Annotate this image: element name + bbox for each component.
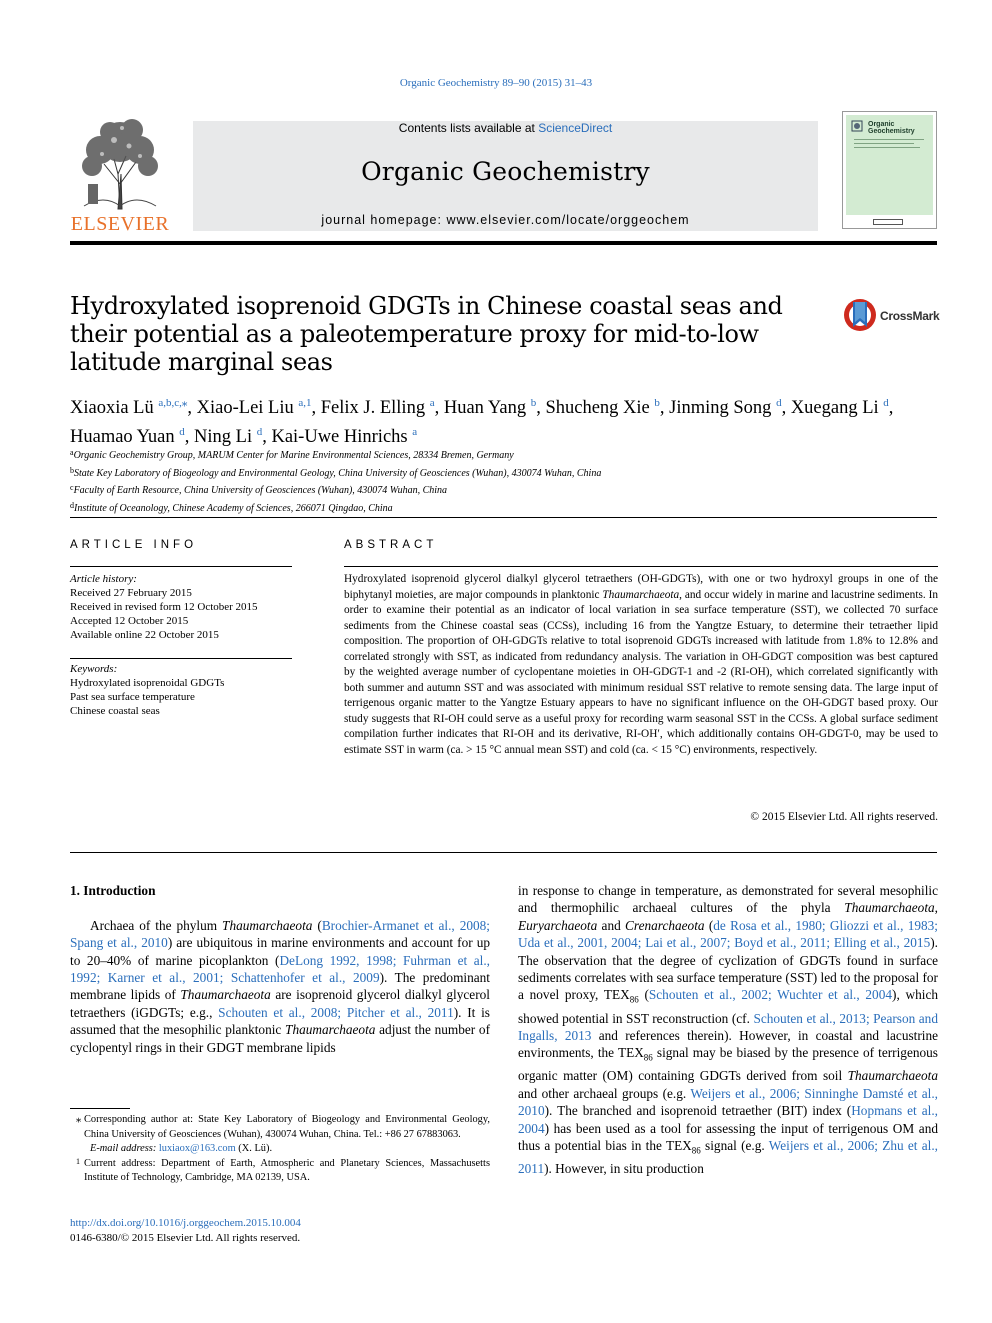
article-footer bbox=[70, 1216, 301, 1246]
author-affiliation-marker[interactable]: d bbox=[776, 397, 782, 409]
affiliation-item: $^b$State Key Laboratory of Biogeology and Environmental Geology, China University of Geosciences (Wuhan), 430074 Wuhan, China bbox=[70, 465, 602, 479]
abstract-text: Hydroxylated isoprenoid glycerol dialkyl glycerol tetraethers (OH-GDGTs), with one or two hydroxyl groups in one of the biphytanyl moieties, are major compounds in planktonic Thaumarchaeota, and occur widely in marine and lacustrine sediments. In order to examine their potential as an indicator of local variation in sea surface temperature (SST), we collected 70 surface sediments from the Chinese coastal seas (CCSs), including 16 from the Yangtze Estuary, to determine their tetraether lipid composition. The proportion of OH-GDGTs relative to total isoprenoid GDGTs increased with latitude from 1.8% to 12.8% and correlated strongly with SST, as indicated from redundancy analysis. The variation in OH-GDGT composition was best captured by the weighted average number of cyclopentane moieties in OH-GDGT-1 and -2 (RI-OH), which correlated significantly with both summer and autumn SST and was associated with minimum residual SST relative to remote sensing data. The large input of terrigenous organic matter to the Yangtze Estuary appears to have no significant influence on the OH-GDGT based proxy. Our study suggests that RI-OH could serve as a useful proxy for recording warm seasonal SST in the CCSs. A global surface sediment compilation further indicates that RI-OH and its derivative, RI-OH′, which additionally contains OH-GDGT-0, may be used to estimate SST in warm (ca. > 15 °C annual mean SST) and cold (ca. < 15 °C) environments, respectively. bbox=[344, 573, 938, 757]
author-name[interactable]: Shucheng Xie $^b$ bbox=[545, 397, 660, 418]
reference-link[interactable]: Brochier-Armanet et al., 2008; Spang et al., 2010 bbox=[70, 917, 490, 951]
history-item: Received in revised form 12 October 2015 bbox=[70, 601, 258, 613]
reference-link[interactable]: de Rosa et al., 1980; Gliozzi et al., 1983; Uda et al., 2001, 2004; Lai et al., 2007; Boyd et al., 2011; Elling et al., 2015 bbox=[518, 917, 938, 951]
author-affiliation-marker[interactable]: d bbox=[179, 426, 185, 438]
author-affiliation-marker[interactable]: b bbox=[654, 397, 660, 409]
article-title: Hydroxylated isoprenoid GDGTs in Chinese coastal seas and their potential as a paleotemperature proxy for mid-to-low latitude marginal seas bbox=[70, 292, 783, 376]
header-rule bbox=[70, 241, 937, 245]
author-affiliation-marker[interactable]: b bbox=[530, 397, 537, 409]
author-name[interactable]: Ning Li $^d$ bbox=[194, 426, 263, 447]
journal-cover-thumbnail[interactable] bbox=[842, 111, 937, 229]
body-paragraph: in response to change in temperature, as demonstrated for several mesophilic and thermophilic archaeal cultures of the phyla Thaumarchaeota, Euryarchaeota and Crenarchaeota (de Rosa et al., 1980; Gliozzi et al., 1983; Uda et al., 2001, 2004; Lai et al., 2007; Boyd et al., 2011; Elling et al., 2015). The observation that the degree of cyclization of GDGTs found in surface sediments correlates with sea surface temperature (SST) led to the proposal for a novel proxy, $TEX_{86}$ (Schouten et al., 2002; Wuchter et al., 2004), which showed potential in SST reconstruction (cf. Schouten et al., 2013; Pearson and Ingalls, 2013 and references therein). However, in coastal and lacustrine environments, the $TEX_{86}$ signal may be biased by the presence of terrigenous organic matter (OM) containing GDGTs derived from soil Thaumarchaeota and other archaeal groups (e.g. Weijers et al., 2006; Sinninghe Damsté et al., 2010). The branched and isoprenoid tetraether (BIT) index (Hopmans et al., 2004) has been used as a tool for assessing the input of terrigenous OM and thus a potential bias in the $TEX_{86}$ signal (e.g. Weijers et al., 2006; Zhu et al., 2011). However, in situ production bbox=[518, 883, 939, 1177]
body-paragraph: Archaea of the phylum Thaumarchaeota (Brochier-Armanet et al., 2008; Spang et al., 2010) are ubiquitous in marine environments and account for up to 20–40% of marine picoplankton (DeLong 1992, 1998; Fuhrman et al., 1992; Karner et al., 2001; Schattenhofer et al., 2009). The predominant membrane lipids of Thaumarchaeota are isoprenoid glycerol dialkyl glycerol tetraethers (iGDGTs; e.g., Schouten et al., 2008; Pitcher et al., 2011). It is assumed that the mesophilic planktonic Thaumarchaeota adjust the number of cyclopentyl rings in their GDGT membrane lipids bbox=[70, 917, 490, 1055]
subscript: 86 bbox=[643, 1052, 653, 1063]
author-name[interactable]: Felix J. Elling $^a$ bbox=[320, 397, 435, 418]
article-info-heading: ARTICLE INFO bbox=[70, 539, 198, 551]
publisher-wordmark: ELSEVIER bbox=[70, 213, 170, 235]
author-name[interactable]: Kai-Uwe Hinrichs $^a$ bbox=[271, 426, 418, 447]
section-heading: 1. Introduction bbox=[70, 883, 156, 898]
footnote-rule bbox=[70, 1108, 130, 1109]
contents-lists-line: Contents lists available at ScienceDirect bbox=[398, 121, 613, 135]
abstract-heading: ABSTRACT bbox=[344, 539, 438, 551]
affiliation-marker: a bbox=[70, 448, 74, 457]
elsevier-tree-icon bbox=[74, 114, 166, 212]
section-rule bbox=[70, 517, 937, 518]
reference-link[interactable]: Hopmans et al., 2004 bbox=[518, 1103, 938, 1136]
affiliation-item: $^d$Institute of Oceanology, Chinese Academy of Sciences, 266071 Qingdao, China bbox=[70, 500, 393, 514]
author-name[interactable]: Jinming Song $^d$ bbox=[669, 397, 782, 418]
article-info-rule bbox=[70, 566, 292, 567]
author-name[interactable]: Xiaoxia Lü $^{a,b,c,⁎}$ bbox=[70, 397, 188, 418]
abstract-copyright: © 2015 Elsevier Ltd. All rights reserved. bbox=[750, 811, 938, 823]
author-name[interactable]: Huamao Yuan $^d$ bbox=[70, 426, 185, 447]
body-rule bbox=[70, 852, 937, 853]
subscript: 86 bbox=[691, 1145, 701, 1156]
taxon-emphasis: Thaumarchaeota bbox=[222, 917, 313, 933]
keyword-item: Chinese coastal seas bbox=[70, 705, 160, 717]
author-affiliation-marker[interactable]: a,b,c,⁎ bbox=[158, 397, 188, 409]
abstract-emphasis: Thaumarchaeota bbox=[602, 588, 680, 601]
doi-link[interactable]: http://dx.doi.org/10.1016/j.orggeochem.2015.10.004 bbox=[70, 1217, 301, 1229]
journal-title: Organic Geochemistry bbox=[361, 157, 650, 186]
keywords-label: Keywords: bbox=[70, 663, 118, 675]
affiliation-marker: d bbox=[70, 500, 74, 510]
cover-title: Organic Geochemistry bbox=[868, 121, 915, 135]
affiliation-marker: c bbox=[70, 483, 74, 492]
keyword-item: Past sea surface temperature bbox=[70, 691, 195, 703]
author-affiliation-marker[interactable]: d bbox=[883, 397, 889, 409]
reference-link[interactable]: Schouten et al., 2013; Pearson and Ingalls, 2013 bbox=[518, 1010, 938, 1043]
taxon-emphasis: Thaumarchaeota bbox=[844, 900, 935, 916]
email-link[interactable]: luxiaox@163.com bbox=[158, 1143, 236, 1154]
article-history-label: Article history: bbox=[70, 573, 137, 585]
article-history bbox=[70, 572, 292, 642]
taxon-emphasis: Thaumarchaeota bbox=[285, 1022, 376, 1038]
history-item: Received 27 February 2015 bbox=[70, 587, 192, 599]
affiliation-item: $^c$Faculty of Earth Resource, China University of Geosciences (Wuhan), 430074 Wuhan, China bbox=[70, 483, 448, 496]
author-name[interactable]: Huan Yang $^b$ bbox=[443, 397, 537, 418]
reference-link[interactable]: Weijers et al., 2006; Zhu et al., 2011 bbox=[518, 1138, 939, 1177]
body-column-left bbox=[70, 882, 490, 1056]
author-affiliation-marker[interactable]: a bbox=[429, 397, 435, 409]
subscript: 86 bbox=[629, 995, 639, 1006]
crossmark-badge[interactable] bbox=[843, 297, 943, 333]
crossmark-label: CrossMark bbox=[880, 309, 940, 323]
reference-link[interactable]: DeLong 1992, 1998; Fuhrman et al., 1992; Karner et al., 2001; Schattenhofer et al., 2009 bbox=[70, 952, 490, 986]
taxon-emphasis: Crenarchaeota bbox=[625, 917, 705, 933]
author-affiliation-marker[interactable]: d bbox=[256, 426, 263, 438]
affiliation-item: $^a$Organic Geochemistry Group, MARUM Center for Marine Environmental Sciences, 28334 Bremen, Germany bbox=[70, 448, 514, 461]
journal-masthead bbox=[193, 121, 818, 231]
elsevier-logo[interactable] bbox=[66, 114, 174, 234]
sciencedirect-link[interactable]: ScienceDirect bbox=[538, 121, 613, 135]
taxon-emphasis: Euryarchaeota bbox=[518, 917, 598, 933]
journal-citation[interactable]: Organic Geochemistry 89–90 (2015) 31–43 bbox=[399, 77, 593, 89]
email-note: E-mail address: luxiaox@163.com (X. Lü). bbox=[90, 1143, 273, 1154]
keywords-rule bbox=[70, 658, 292, 659]
author-affiliation-marker[interactable]: a bbox=[412, 426, 418, 438]
issn-line: 0146-6380/© 2015 Elsevier Ltd. All rights reserved. bbox=[70, 1232, 301, 1244]
history-item: Accepted 12 October 2015 bbox=[70, 615, 189, 627]
crossmark-icon bbox=[843, 297, 877, 333]
corresponding-author-note: ⁎ Corresponding author at: State Key Laboratory of Biogeology and Environmental Geology, China University of Geosciences (Wuhan), 430074 Wuhan, China. Tel.: +86 27 67883063. bbox=[76, 1114, 490, 1140]
keywords bbox=[70, 662, 292, 718]
history-item: Available online 22 October 2015 bbox=[70, 629, 219, 641]
reference-link[interactable]: Schouten et al., 2002; Wuchter et al., 2004 bbox=[648, 987, 893, 1003]
cover-emblem-icon bbox=[851, 120, 863, 132]
author-name[interactable]: Xuegang Li $^d$ bbox=[790, 397, 889, 418]
reference-link[interactable]: Weijers et al., 2006; Sinninghe Damsté et al., 2010 bbox=[518, 1085, 938, 1119]
body-column-right bbox=[518, 882, 938, 1177]
affiliation-marker: b bbox=[70, 465, 74, 475]
footnotes bbox=[70, 1113, 490, 1186]
journal-homepage[interactable]: journal homepage: www.elsevier.com/locate/orggeochem bbox=[321, 213, 690, 227]
affiliation-list bbox=[70, 446, 930, 516]
abstract-rule bbox=[344, 566, 938, 567]
current-address-note: 1 Current address: Department of Earth, Atmospheric and Planetary Sciences, Massachusetts Institute of Technology, Cambridge, MA 02139, USA. bbox=[76, 1156, 490, 1183]
author-affiliation-marker[interactable]: a,1 bbox=[298, 397, 312, 409]
taxon-emphasis: Thaumarchaeota bbox=[847, 1068, 938, 1084]
reference-link[interactable]: Schouten et al., 2008; Pitcher et al., 2011 bbox=[218, 1004, 454, 1020]
author-name[interactable]: Xiao-Lei Liu $^{a,1}$ bbox=[196, 397, 312, 418]
taxon-emphasis: Thaumarchaeota bbox=[180, 987, 271, 1003]
keyword-item: Hydroxylated isoprenoidal GDGTs bbox=[70, 677, 225, 689]
author-list: Xiaoxia Lü $^{a,b,c,⁎}$, Xiao-Lei Liu $^{a,1}$, Felix J. Elling $^a$, Huan Yang $^b$, Shucheng Xie $^b$, Jinming Song $^d$, Xuegang Li $^d$, Huamao Yuan $^d$, Ning Li $^d$, Kai-Uwe Hinrichs $^a$ bbox=[70, 397, 894, 447]
